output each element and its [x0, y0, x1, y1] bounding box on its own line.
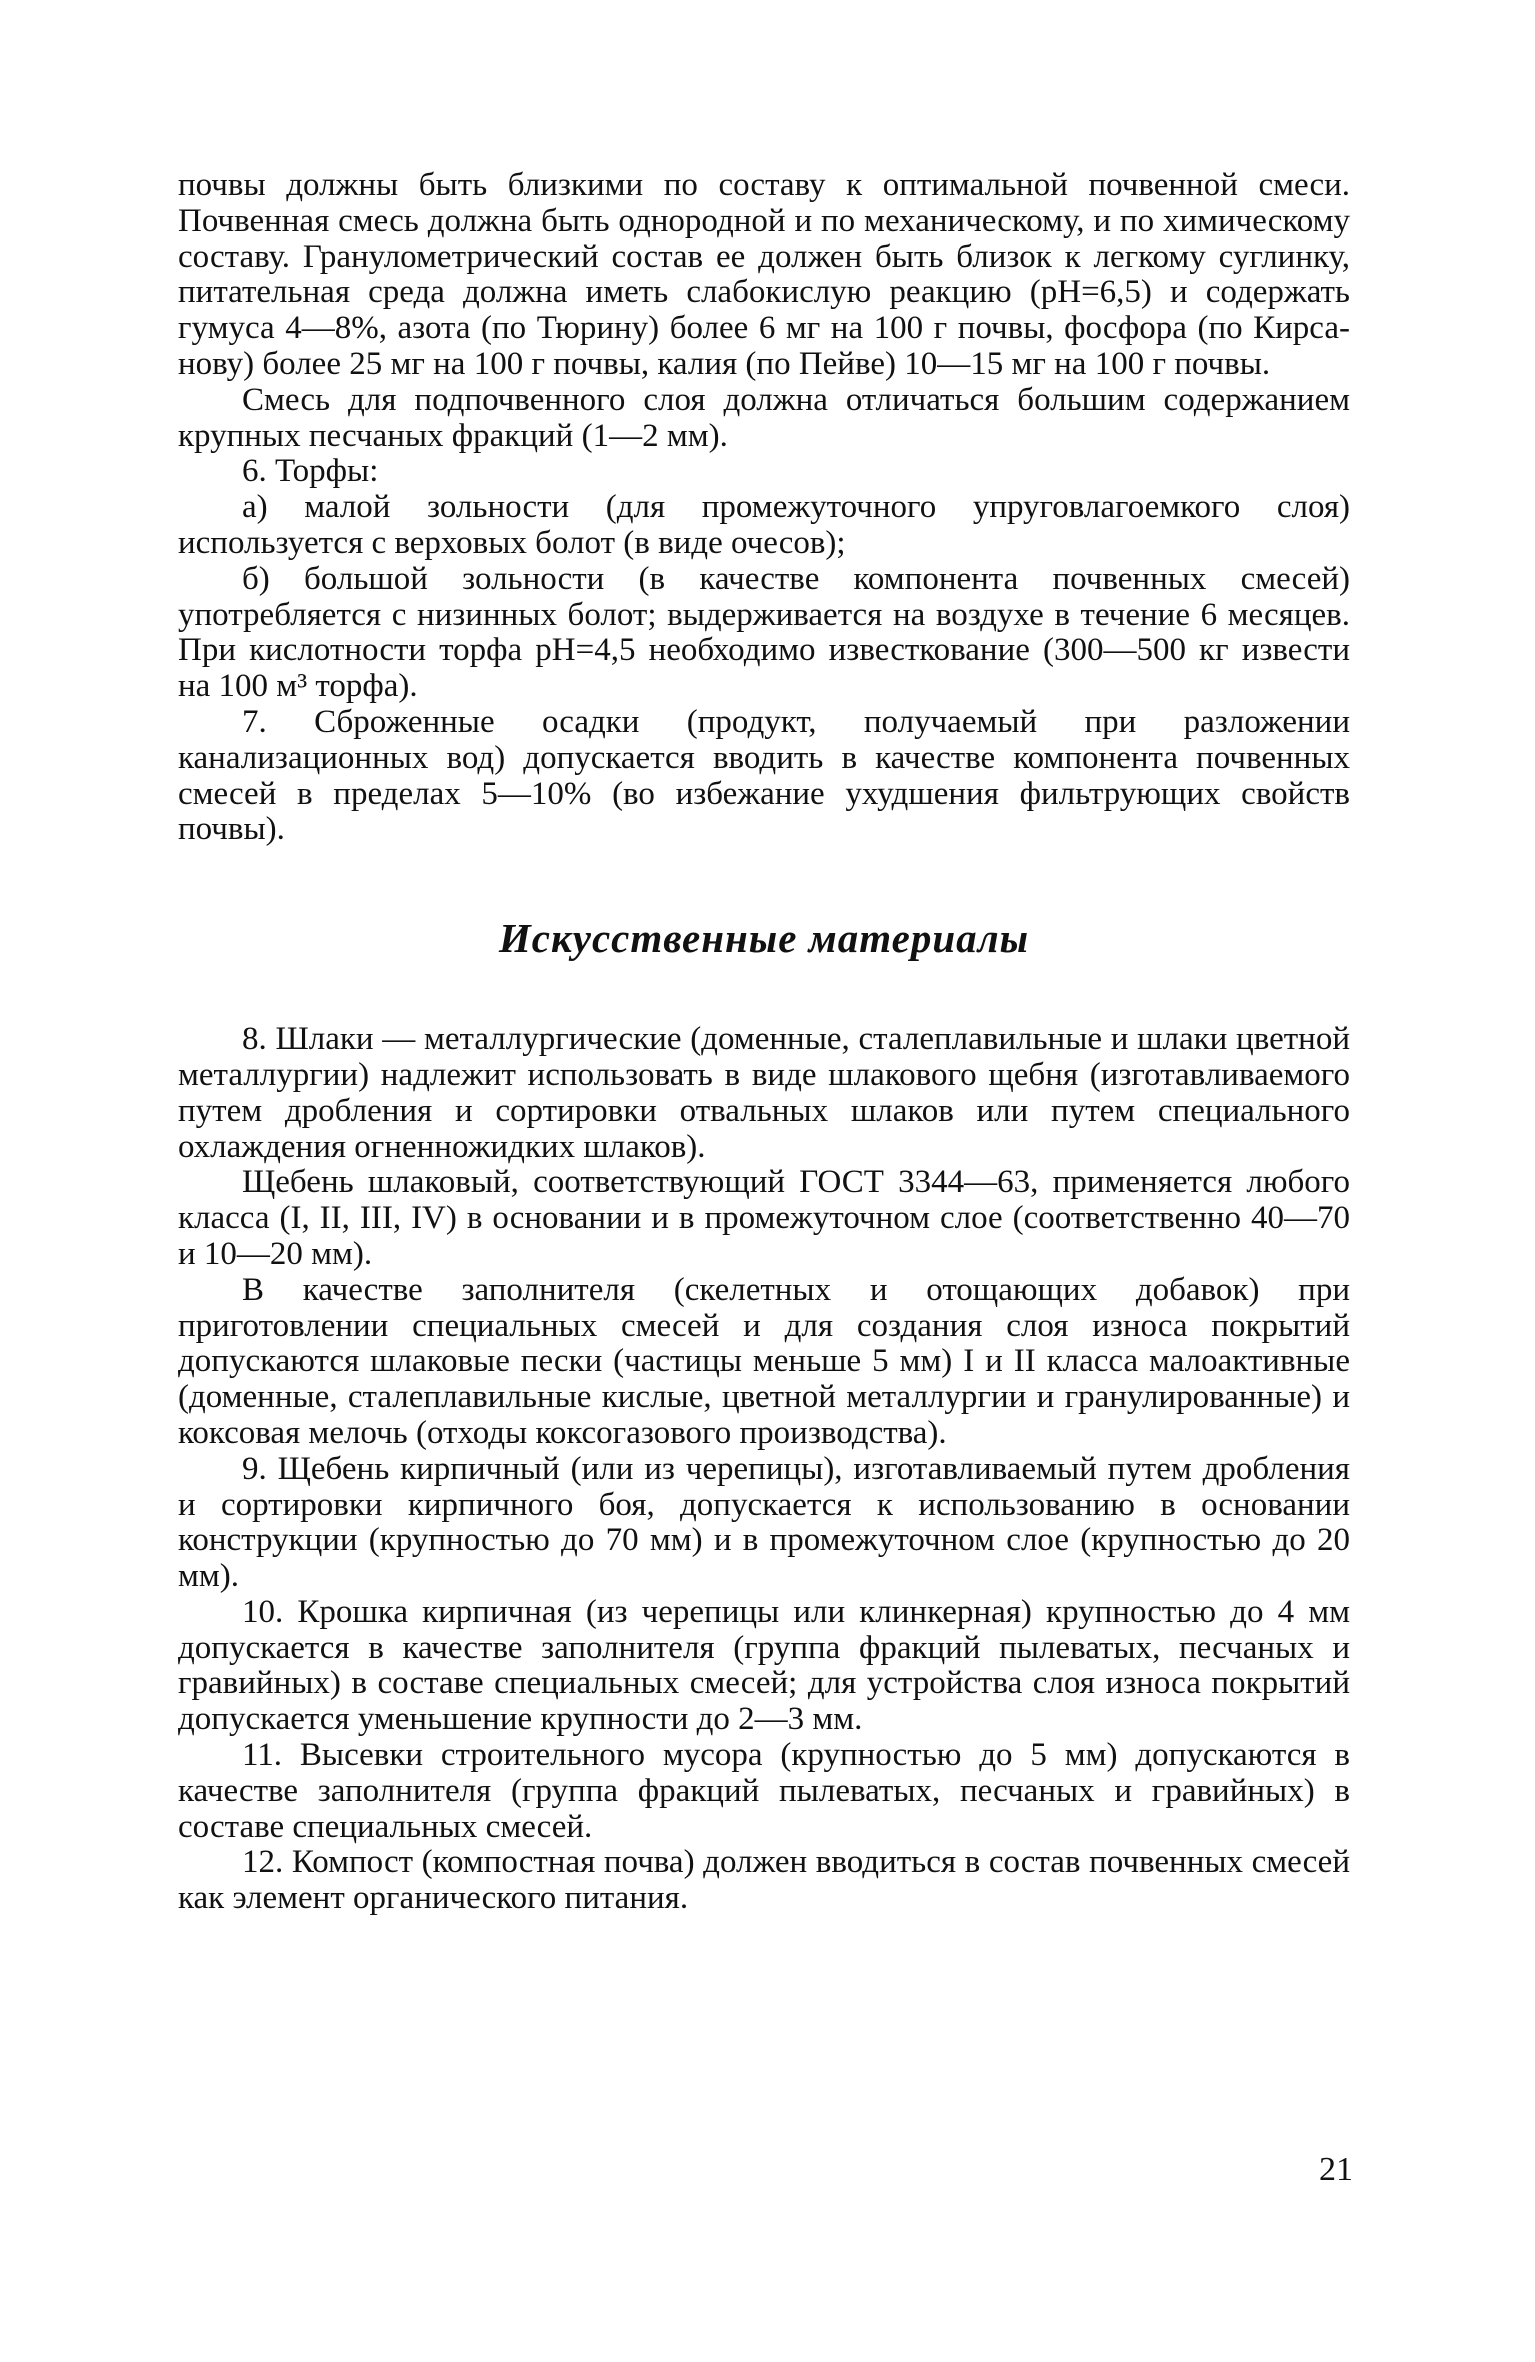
paragraph-peat-heading: 6. Торфы:: [242, 453, 379, 490]
paragraph-compost: 12. Компост (компостная почва) должен вводиться в состав почвенных смесей как элемент органического питания.: [178, 1844, 1350, 1917]
paragraph-sludge: 7. Сброженные осадки (продукт, получаемый при разложении канализационных вод) допускается вводить в качестве компонента почвенных смесей в пределах 5—10% (во избежание ухудшения фильтрующих свойств почвы).: [178, 703, 1350, 848]
paragraph-subsoil-layer: Смесь для подпочвенного слоя должна отличаться большим содержанием крупных песчаных фракций (1—2 мм).: [178, 381, 1350, 454]
page-number: 21: [1319, 2151, 1353, 2188]
paragraph-slags: 8. Шлаки — металлургические (доменные, сталеплавильные и шлаки цветной металлургии) надлежит использовать в виде шлакового щебня (изготавливаемого путем дробления и сортировки отвальных шлаков или путем специального охлаждения огненножидких шлаков).: [178, 1021, 1350, 1165]
paragraph-brick-crushed-stone: 9. Щебень кирпичный (или из черепицы), изготавливаемый путем дробления и сортировки кирпичного боя, допускается к использованию в основании конструкции (крупностью до 70 мм) и в промежуточном слое (крупностью до 20 мм).: [178, 1450, 1350, 1595]
paragraph-filler: В качестве заполнителя (скелетных и отощающих добавок) при приготовлении специальных смесей и для создания слоя износа покрытий допускаются шлаковые пески (частицы меньше 5 мм) I и II класса малоактивные (доменные, сталеплавильные кислые, цветной металлургии и гранулированные) и коксовая мелочь (отходы коксогазового производства).: [178, 1271, 1350, 1451]
paragraph-brick-crumb: 10. Крошка кирпичная (из черепицы или клинкерная) крупностью до 4 мм допускается в качестве заполнителя (группа фракций пылеватых, песчаных и гравийных) в составе специальных смесей; для устройства слоя износа покрытий допускается уменьшение крупности до 2—3 мм.: [178, 1593, 1350, 1738]
paragraph-soil-mixture: почвы должны быть близкими по составу к оптимальной почвенной смеси. Почвенная смесь должна быть однородной и по механическому, и по химическому составу. Гранулометрический состав ее должен быть близок к легкому суглинку, питательная среда должна иметь слабокислую реакцию (рН=6,5) и содержать гумуса 4—8%, азота (по Тюрину) более 6 мг на 100 г почвы, фосфора (по Кирсанову) более 25 мг на 100 г почвы, калия (по Пейве) 10—15 мг на 100 г почвы.: [178, 167, 1350, 382]
paragraph-peat-low-ash: а) малой зольности (для промежуточного упруговлагоемкого слоя) используется с верховых болот (в виде очесов);: [178, 489, 1350, 561]
paragraph-peat-high-ash: б) большой зольности (в качестве компонента почвенных смесей) употребляется с низинных болот; выдерживается на воздухе в течение 6 месяцев. При кислотности торфа рН=4,5 необходимо известкование (300—500 кг извести на 100 м³ торфа).: [178, 560, 1350, 705]
document-page: [178, 168, 1350, 1917]
section-title: Искусственные материалы: [498, 915, 1030, 962]
paragraph-construction-debris: 11. Высевки строительного мусора (крупностью до 5 мм) допускаются в качестве заполнителя (группа фракций пылеватых, песчаных и гравийных) в составе специальных смесей.: [178, 1737, 1350, 1845]
paragraph-slag-crushed-stone: Щебень шлаковый, соответствующий ГОСТ 3344—63, применяется любого класса (I, II, III, IV) в основании и в промежуточном слое (соответственно 40—70 и 10—20 мм).: [178, 1164, 1350, 1272]
